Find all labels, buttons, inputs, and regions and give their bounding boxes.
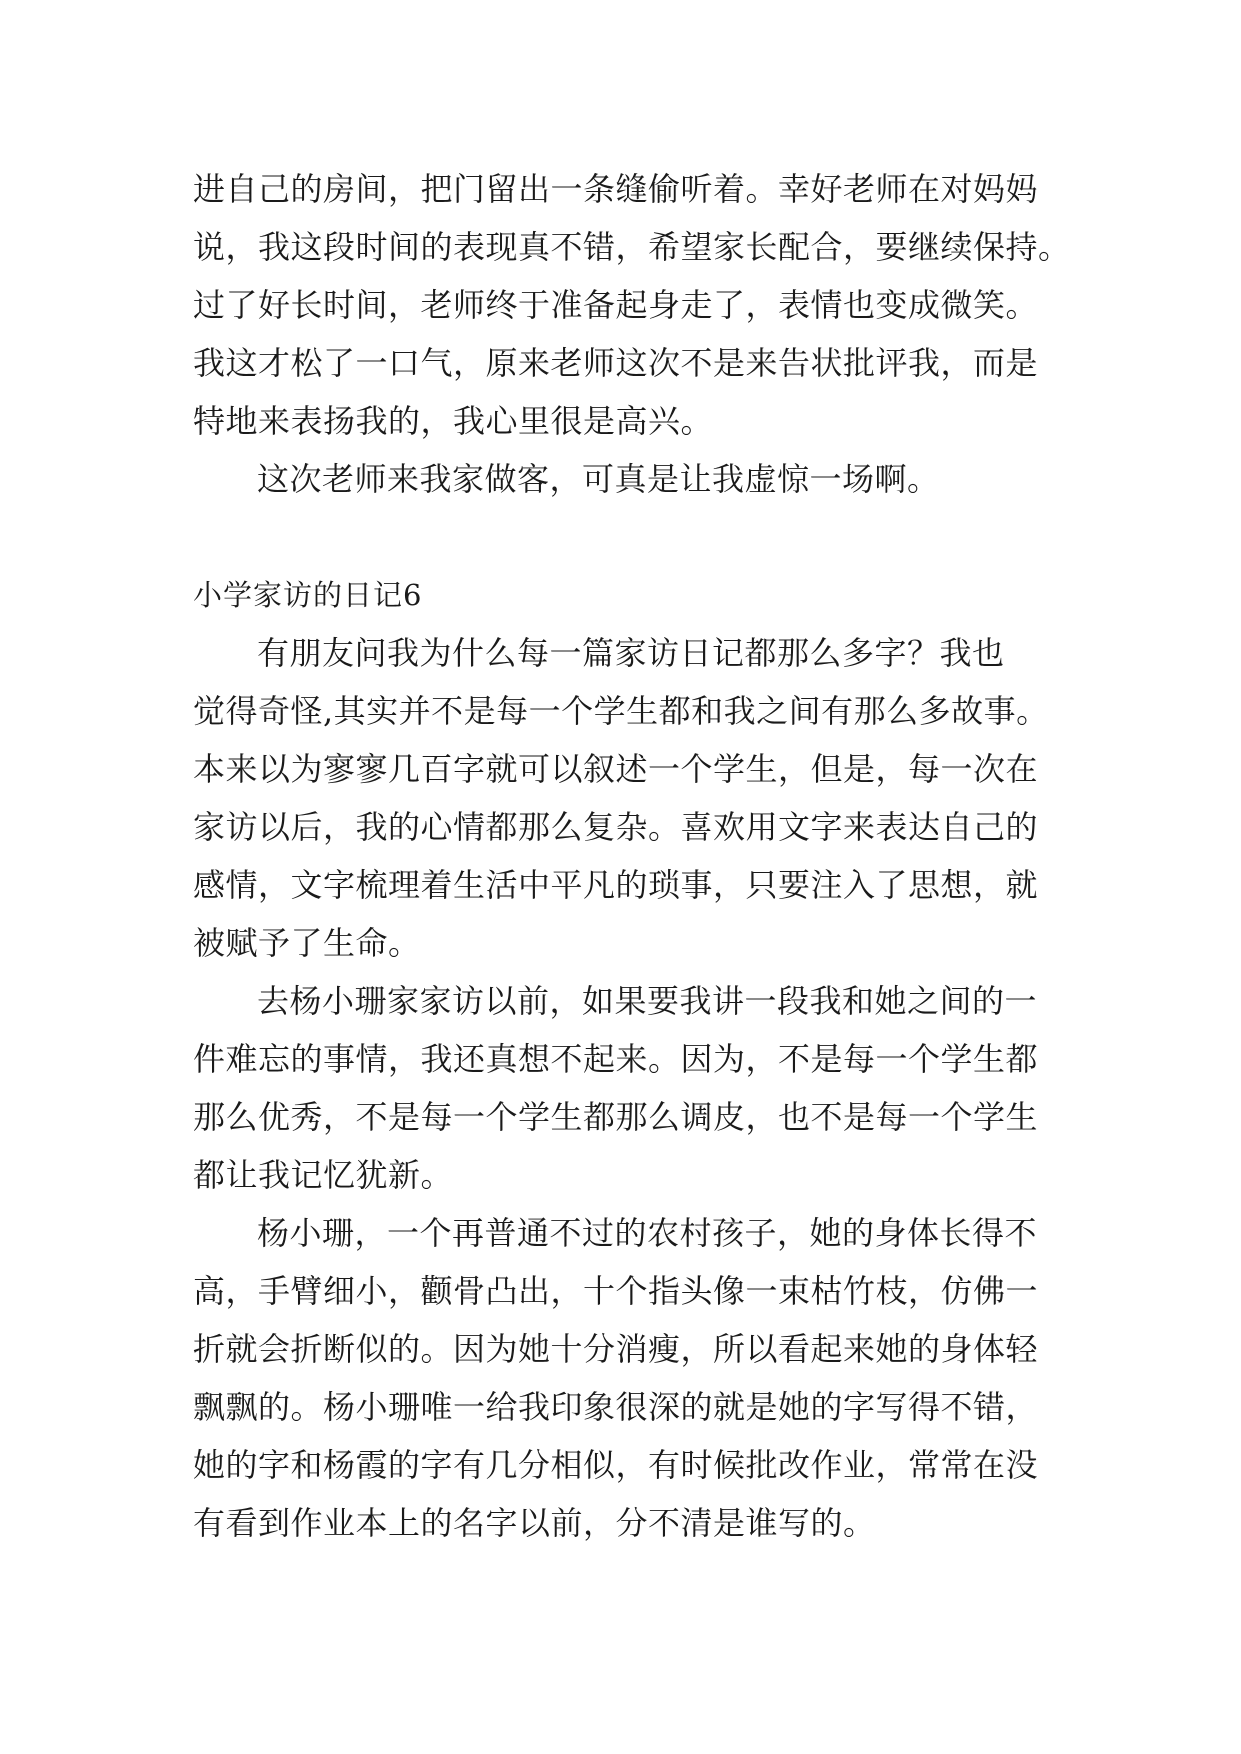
text-line: 被赋予了生命。 — [193, 924, 421, 962]
text-line: 这次老师来我家做客，可真是让我虚惊一场啊。 — [257, 460, 940, 498]
text-line: 说，我这段时间的表现真不错，希望家长配合，要继续保持。 — [193, 228, 1071, 266]
text-line: 有朋友问我为什么每一篇家访日记都那么多字？我也 — [257, 634, 1005, 672]
text-line: 我这才松了一口气，原来老师这次不是来告状批评我，而是 — [193, 344, 1039, 382]
paragraph-intro — [193, 624, 1058, 972]
section-title: 小学家访的日记6 — [193, 578, 423, 612]
text-line: 飘飘的。杨小珊唯一给我印象很深的就是她的字写得不错， — [193, 1388, 1039, 1426]
text-line: 感情，文字梳理着生活中平凡的琐事，只要注入了思想，就 — [193, 866, 1039, 904]
document-page — [193, 160, 1071, 1552]
text-line: 都让我记忆犹新。 — [193, 1156, 454, 1194]
paragraph-before-visit — [193, 972, 1058, 1204]
paragraph-description — [193, 1204, 1058, 1552]
text-line: 件难忘的事情，我还真想不起来。因为，不是每一个学生都 — [193, 1040, 1039, 1078]
text-line: 她的字和杨霞的字有几分相似，有时候批改作业，常常在没 — [193, 1446, 1039, 1484]
paragraph-continued — [193, 160, 1071, 450]
text-line: 本来以为寥寥几百字就可以叙述一个学生，但是，每一次在 — [193, 750, 1039, 788]
text-line: 进自己的房间，把门留出一条缝偷听着。幸好老师在对妈妈 — [193, 170, 1039, 208]
text-line: 家访以后，我的心情都那么复杂。喜欢用文字来表达自己的 — [193, 808, 1039, 846]
paragraph-conclusion — [193, 450, 1058, 508]
text-line: 折就会折断似的。因为她十分消瘦，所以看起来她的身体轻 — [193, 1330, 1039, 1368]
text-line: 那么优秀，不是每一个学生都那么调皮，也不是每一个学生 — [193, 1098, 1039, 1136]
text-line: 去杨小珊家家访以前，如果要我讲一段我和她之间的一 — [257, 982, 1038, 1020]
section-spacer — [193, 508, 1058, 566]
text-line: 杨小珊，一个再普通不过的农村孩子，她的身体长得不 — [257, 1214, 1038, 1252]
text-line: 高，手臂细小，颧骨凸出，十个指头像一束枯竹枝，仿佛一 — [193, 1272, 1039, 1310]
text-line: 有看到作业本上的名字以前，分不清是谁写的。 — [193, 1504, 876, 1542]
text-line: 过了好长时间，老师终于准备起身走了，表情也变成微笑。 — [193, 286, 1039, 324]
text-line: 特地来表扬我的，我心里很是高兴。 — [193, 402, 714, 440]
text-line: 觉得奇怪,其实并不是每一个学生都和我之间有那么多故事。 — [193, 692, 1049, 730]
